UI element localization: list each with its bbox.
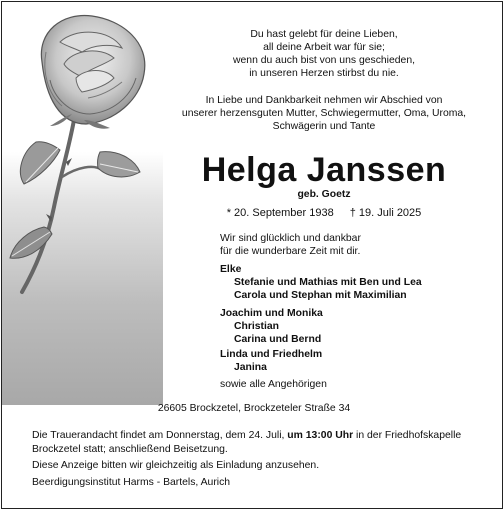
family-member: Janina [234, 362, 267, 373]
poem-line: wenn du auch bist von uns geschieden, [233, 55, 415, 66]
address: 26605 Brockzetel, Brockzeteler Straße 34 [157, 403, 351, 414]
family-member: Carina und Bernd [234, 334, 322, 345]
deceased-name: Helga Janssen [201, 151, 447, 189]
family-member: Stefanie und Mathias mit Ben und Lea [234, 277, 422, 288]
life-dates [162, 207, 486, 220]
funeral-home: Beerdigungsinstitut Harms - Bartels, Aurich [32, 477, 231, 488]
thanks-line: für die wunderbare Zeit mit dir. [220, 246, 361, 257]
intro-line: Schwägerin und Tante [272, 121, 376, 132]
family-member: Carola und Stephan mit Maximilian [234, 290, 407, 301]
poem-line: Du hast gelebt für deine Lieben, [250, 29, 398, 40]
intro-line: unserer herzensguten Mutter, Schwiegermutter, Oma, Uroma, [181, 108, 467, 119]
family-member: Linda und Friedhelm [220, 349, 323, 360]
obituary-card [1, 1, 503, 509]
family-member: Elke [220, 264, 242, 275]
service-info: Die Trauerandacht findet am Donnerstag, dem 24. Juli, um 13:00 Uhr in der Friedhofskapelle [32, 430, 462, 441]
family-member: Christian [234, 321, 280, 332]
thanks-line: Wir sind glücklich und dankbar [220, 233, 361, 244]
all-relatives: sowie alle Angehörigen [220, 379, 327, 390]
service-info: Brockzetel statt; anschließend Beisetzung. [32, 444, 228, 455]
service-time: um 13:00 Uhr [287, 430, 354, 441]
maiden-name: geb. Goetz [297, 189, 351, 200]
poem-line: in unseren Herzen stirbst du nie. [249, 68, 399, 79]
intro-line: In Liebe und Dankbarkeit nehmen wir Abschied von [205, 95, 443, 106]
invitation-note: Diese Anzeige bitten wir gleichzeitig als Einladung anzusehen. [32, 460, 320, 471]
rose-icon [2, 2, 167, 302]
death-date: † 19. Juli 2025 [349, 207, 422, 219]
family-member: Joachim und Monika [220, 308, 323, 319]
poem-line: all deine Arbeit war für sie; [263, 42, 385, 53]
birth-date: * 20. September 1938 [226, 207, 334, 219]
